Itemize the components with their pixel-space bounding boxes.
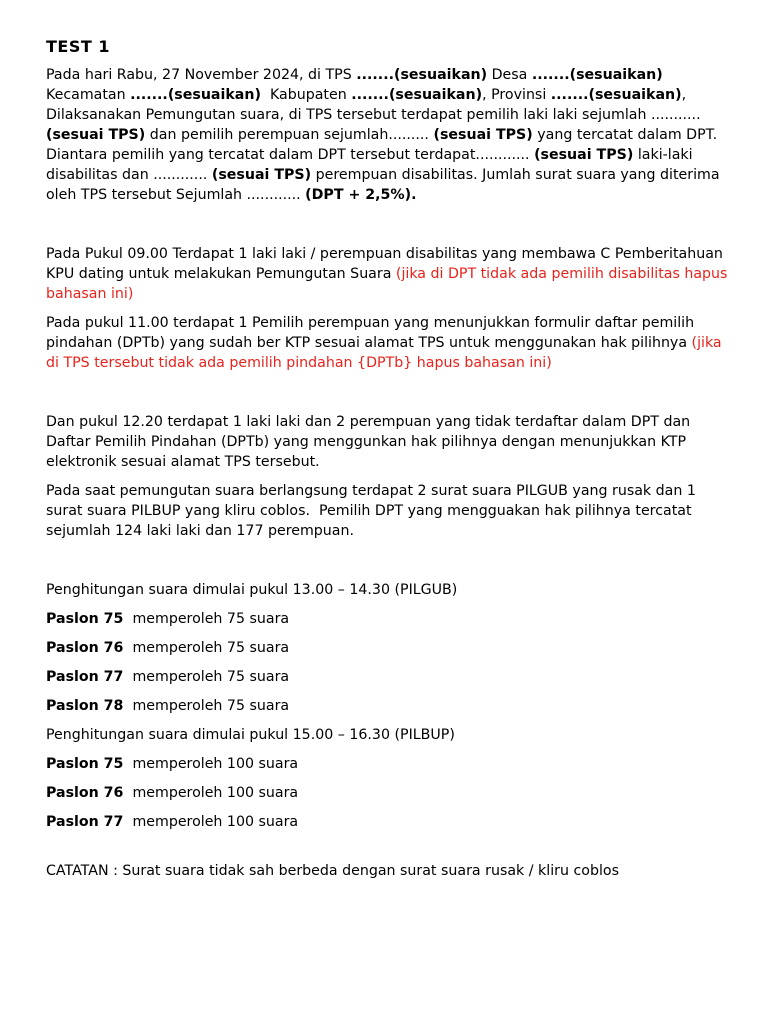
pilbup-heading: Penghitungan suara dimulai pukul 15.00 – 16.30 (PILBUP): [46, 727, 455, 743]
disability-paragraph: [46, 244, 728, 304]
paslon-result: memperoleh 100 suara: [123, 814, 299, 830]
dptb-paragraph: [46, 313, 728, 373]
male-disability-note: (sesuai TPS): [534, 147, 634, 163]
catatan-note: CATATAN : Surat suara tidak sah berbeda dengan surat suara rusak / kliru coblos: [46, 863, 619, 879]
spacer: [46, 550, 728, 580]
male-voters-note: (sesuai TPS): [46, 127, 146, 143]
spacer: [46, 382, 728, 412]
kabupaten-placeholder: .......(sesuaikan): [351, 87, 483, 103]
intro-text-7: dan pemilih perempuan sejumlah.........: [145, 127, 434, 143]
paslon-result: memperoleh 75 suara: [123, 669, 290, 685]
tps-placeholder: .......(sesuaikan): [356, 67, 488, 83]
paslon-name: Paslon 76: [46, 640, 124, 656]
paslon-row: [46, 783, 728, 803]
kecamatan-placeholder: .......(sesuaikan): [130, 87, 261, 103]
intro-text-10: perempuan disabilitas. Jumlah surat suara yang diterima oleh TPS tersebut Sejumlah ............: [46, 167, 720, 203]
paslon-row: [46, 696, 728, 716]
paslon-name: Paslon 77: [46, 814, 124, 830]
ballot-damage-paragraph: Pada saat pemungutan suara berlangsung terdapat 2 surat suara PILGUB yang rusak dan 1 surat suara PILBUP yang kliru coblos. Pemilih DPT yang mengguakan hak pilihnya tercatat sejumlah 124 laki laki dan 177 perempuan.: [46, 483, 701, 539]
paslon-name: Paslon 77: [46, 669, 124, 685]
spacer: [46, 841, 728, 861]
paslon-row: [46, 638, 728, 658]
paslon-name: Paslon 75: [46, 611, 124, 627]
pilgub-heading: Penghitungan suara dimulai pukul 13.00 – 14.30 (PILGUB): [46, 582, 458, 598]
document-title: TEST 1: [46, 37, 110, 56]
paslon-result: memperoleh 75 suara: [123, 611, 290, 627]
paslon-result: memperoleh 100 suara: [123, 756, 299, 772]
dpk-paragraph: Dan pukul 12.20 terdapat 1 laki laki dan 2 perempuan yang tidak terdaftar dalam DPT dan Daftar Pemilih Pindahan (DPTb) yang menggunkan hak pilihnya dengan menunjukkan KTP elektronik sesuai alamat TPS tersebut.: [46, 414, 691, 470]
paslon-row: [46, 667, 728, 687]
intro-text-3: Kecamatan: [46, 87, 131, 103]
ballot-count-note: (DPT + 2,5%).: [305, 187, 417, 203]
disability-text: Pada Pukul 09.00 Terdapat 1 laki laki / perempuan disabilitas yang membawa C Pemberitahuan KPU dating untuk melakukan Pemungutan Suara: [46, 246, 723, 282]
intro-text-5: , Provinsi: [482, 87, 551, 103]
paslon-row: [46, 609, 728, 629]
paslon-row: [46, 754, 728, 774]
desa-placeholder: .......(sesuaikan): [531, 67, 663, 83]
intro-text-1: Pada hari Rabu, 27 November 2024, di TPS: [46, 67, 357, 83]
paslon-name: Paslon 76: [46, 785, 124, 801]
paslon-row: [46, 812, 728, 832]
pilbup-results: [46, 754, 728, 832]
paslon-name: Paslon 75: [46, 756, 124, 772]
female-voters-note: (sesuai TPS): [433, 127, 533, 143]
intro-text-4: Kabupaten: [260, 87, 352, 103]
intro-text-2: Desa: [487, 67, 532, 83]
female-disability-note: (sesuai TPS): [211, 167, 312, 183]
intro-text-8: yang tercatat dalam DPT. Diantara pemilih yang tercatat dalam DPT tersebut terdapat............: [46, 127, 718, 163]
intro-paragraph: [46, 65, 728, 205]
dptb-remark: (jika di TPS tersebut tidak ada pemilih pindahan {DPTb} hapus bahasan ini): [46, 335, 722, 371]
paslon-name: Paslon 78: [46, 698, 124, 714]
spacer: [46, 214, 728, 244]
paslon-result: memperoleh 75 suara: [123, 640, 290, 656]
intro-text-9: laki-laki disabilitas dan ............: [46, 147, 693, 183]
intro-text-6: , Dilaksanakan Pemungutan suara, di TPS tersebut terdapat pemilih laki laki sejumlah ...........: [46, 87, 701, 123]
paslon-result: memperoleh 75 suara: [123, 698, 290, 714]
disability-remark: (jika di DPT tidak ada pemilih disabilitas hapus bahasan ini): [46, 266, 728, 302]
provinsi-placeholder: .......(sesuaikan): [550, 87, 682, 103]
paslon-result: memperoleh 100 suara: [123, 785, 299, 801]
dptb-text: Pada pukul 11.00 terdapat 1 Pemilih perempuan yang menunjukkan formulir daftar pemilih pindahan (DPTb) yang sudah ber KTP sesuai alamat TPS untuk menggunakan hak pilihnya: [46, 315, 695, 351]
pilgub-results: [46, 609, 728, 716]
